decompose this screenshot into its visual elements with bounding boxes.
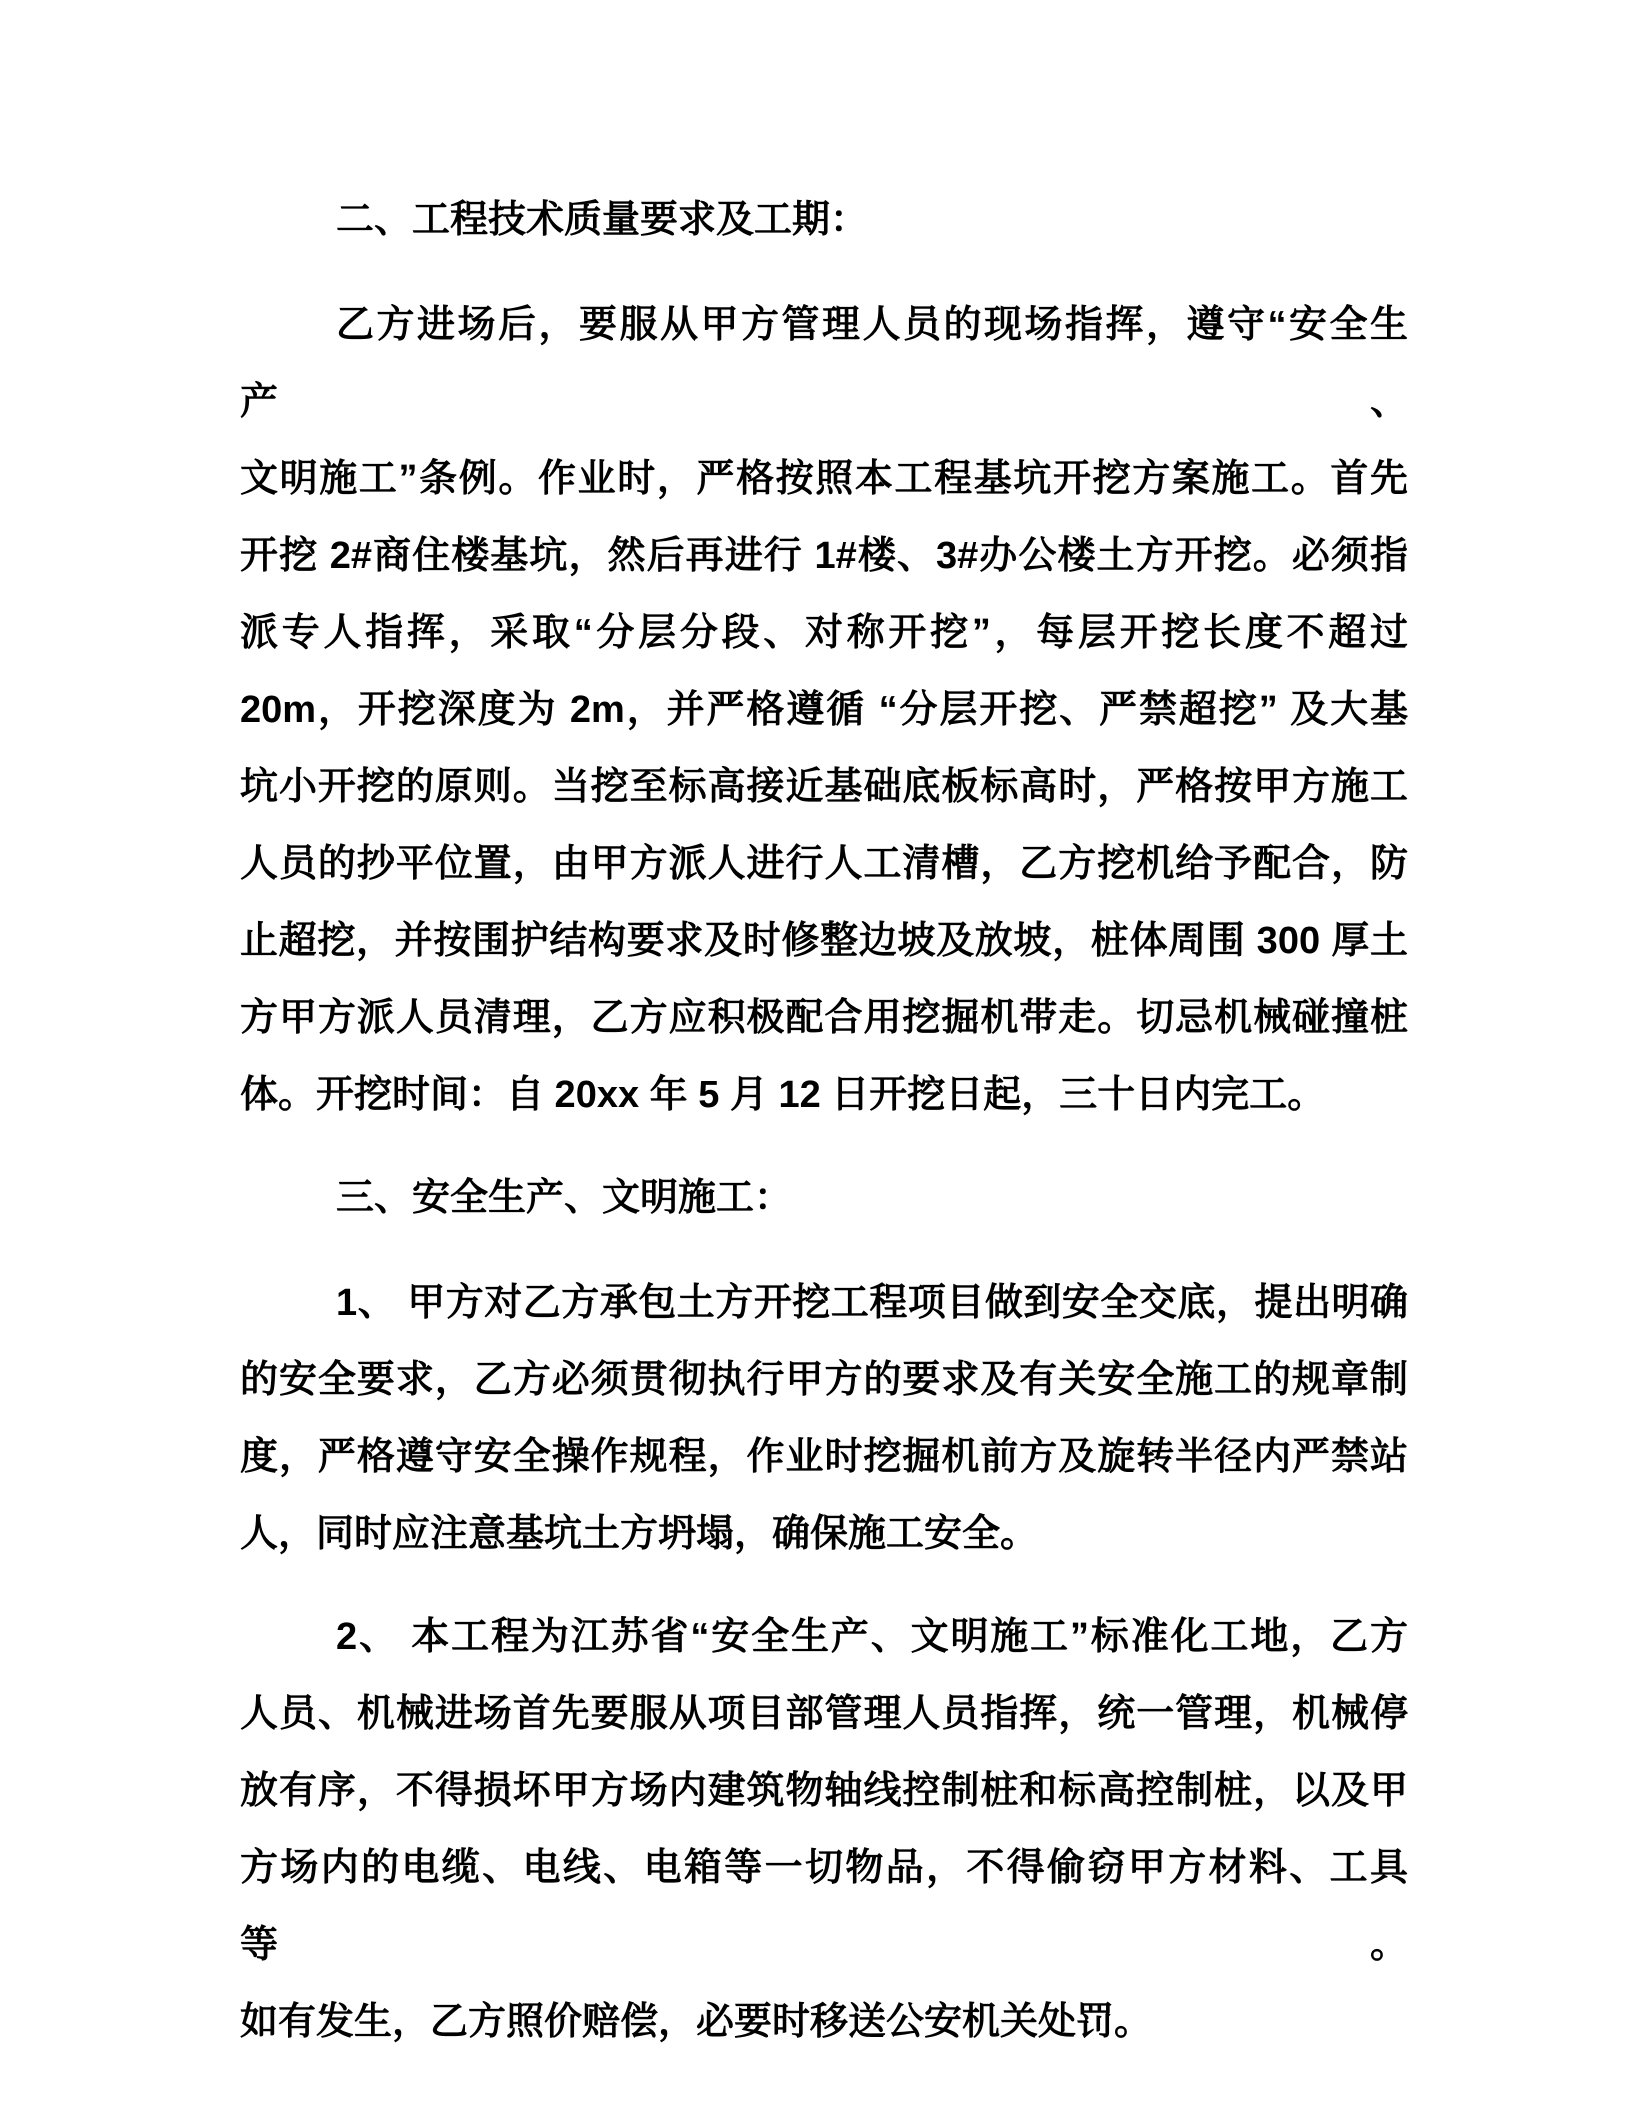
document-line: 20m，开挖深度为 2m，并严格遵循 “分层开挖、严禁超挖” 及大基 — [240, 689, 1408, 731]
document-line: 坑小开挖的原则。当挖至标高接近基础底板标高时，严格按甲方施工 — [240, 766, 1408, 808]
document-line: 开挖 2#商住楼基坑，然后再进行 1#楼、3#办公楼土方开挖。必须指 — [240, 535, 1408, 577]
document-line: 的安全要求，乙方必须贯彻执行甲方的要求及有关安全施工的规章制 — [240, 1359, 1408, 1401]
section-heading-technical-requirements: 二、工程技术质量要求及工期： — [336, 199, 869, 241]
document-line: 放有序，不得损坏甲方场内建筑物轴线控制桩和标高控制桩，以及甲 — [240, 1770, 1408, 1812]
document-line: 体。开挖时间：自 20xx 年 5 月 12 日开挖日起，三十日内完工。 — [240, 1074, 1326, 1116]
section-heading-safety-production: 三、安全生产、文明施工： — [336, 1177, 793, 1219]
document-line: 文明施工”条例。作业时，严格按照本工程基坑开挖方案施工。首先 — [240, 458, 1408, 500]
document-line: 乙方进场后，要服从甲方管理人员的现场指挥，遵守“安全生产、 — [240, 304, 1408, 423]
document-line: 人员、机械进场首先要服从项目部管理人员指挥，统一管理，机械停 — [240, 1693, 1408, 1735]
paragraph-safety-item-2 — [240, 1599, 1408, 2061]
document-line: 方场内的电缆、电线、电箱等一切物品，不得偷窃甲方材料、工具等。 — [240, 1847, 1408, 1966]
document-line: 如有发生，乙方照价赔偿，必要时移送公安机关处罚。 — [240, 2001, 1153, 2043]
document-line: 人，同时应注意基坑土方坍塌，确保施工安全。 — [240, 1513, 1039, 1555]
document-line: 2、 本工程为江苏省“安全生产、文明施工”标准化工地，乙方 — [336, 1616, 1408, 1658]
document-line: 方甲方派人员清理，乙方应积极配合用挖掘机带走。切忌机械碰撞桩 — [240, 997, 1408, 1039]
document-line: 派专人指挥，采取“分层分段、对称开挖”，每层开挖长度不超过 — [240, 612, 1408, 654]
document-line: 度，严格遵守安全操作规程，作业时挖掘机前方及旋转半径内严禁站 — [240, 1436, 1408, 1478]
document-line: 止超挖，并按围护结构要求及时修整边坡及放坡，桩体周围 300 厚土 — [240, 920, 1408, 962]
document-line: 人员的抄平位置，由甲方派人进行人工清槽，乙方挖机给予配合，防 — [240, 843, 1408, 885]
paragraph-safety-item-1 — [240, 1265, 1408, 1573]
document-line: 1、 甲方对乙方承包土方开挖工程项目做到安全交底，提出明确 — [336, 1282, 1408, 1324]
paragraph-technical-requirements — [240, 287, 1408, 1134]
